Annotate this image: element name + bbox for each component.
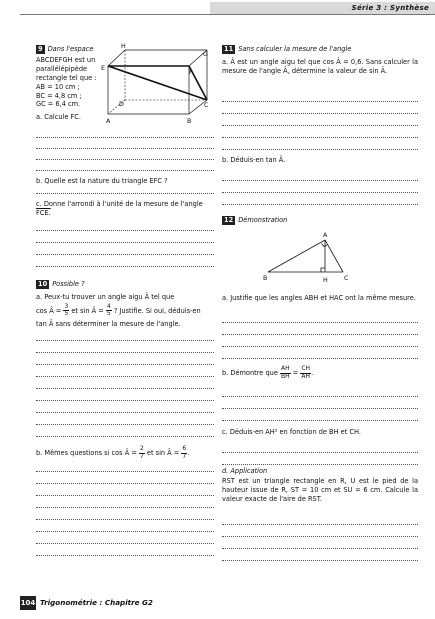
question-11a: a. Â est un angle aigu tel que cos Â = 0,6. Sans calculer la mesure de l'angle Â, détermine la valeur de sin Â. xyxy=(222,58,418,75)
answer-line xyxy=(222,180,418,181)
vertex-label: A xyxy=(323,232,328,239)
answer-line xyxy=(222,192,418,193)
vertex-label: B xyxy=(263,275,268,282)
answer-line xyxy=(36,436,214,437)
chapter-title: Trigonométrie : Chapitre G2 xyxy=(40,598,153,607)
vertex-label: A xyxy=(106,118,111,125)
question-12b: b. Démontre que $\frac{AH}{BH}$ = $\frac{CH}{AH}$ . xyxy=(222,365,314,380)
question-9a: a. Calcule FC. xyxy=(36,113,81,121)
question-9b: b. Quelle est la nature du triangle EFC ? xyxy=(36,177,168,185)
answer-line xyxy=(36,483,214,484)
page-footer xyxy=(20,596,170,610)
answer-line xyxy=(222,396,418,397)
exercise-title: Sans calculer la mesure de l'angle xyxy=(238,45,352,53)
question-10a xyxy=(36,293,216,329)
angle-name: FCE. xyxy=(36,208,51,217)
exercise-number: 11 xyxy=(224,45,234,53)
answer-line xyxy=(36,340,214,341)
answer-line xyxy=(222,101,418,102)
answer-line xyxy=(36,159,214,160)
question-text: tan Â sans déterminer la mesure de l'angle. xyxy=(36,319,181,328)
exercise-number: 12 xyxy=(224,216,234,224)
answer-line xyxy=(222,113,418,114)
exercise-title: Dans l'espace xyxy=(47,45,94,53)
answer-line xyxy=(36,519,214,520)
question-formula: cos Â = $\frac{3}{5}$ et sin Â = $\frac{4}{5}$ ? Justifie. Si oui, déduis-en xyxy=(36,302,201,318)
answer-line xyxy=(36,388,214,389)
question-text: a. Peux-tu trouver un angle aigu Â tel que xyxy=(36,293,175,301)
question-9c xyxy=(36,200,216,218)
intro-line: GC = 6,4 cm. xyxy=(36,100,81,109)
answer-line xyxy=(222,524,418,525)
answer-line xyxy=(36,170,214,171)
answer-line xyxy=(222,536,418,537)
answer-line xyxy=(36,266,214,267)
answer-line xyxy=(36,193,214,194)
vertex-label: H xyxy=(121,43,126,50)
answer-line xyxy=(36,495,214,496)
exercise-12-heading xyxy=(222,216,422,225)
question-11b: b. Déduis-en tan Â. xyxy=(222,156,286,164)
answer-line xyxy=(222,334,418,335)
intro-line: rectangle tel que : xyxy=(36,73,97,82)
answer-line xyxy=(222,548,418,549)
exercise-title: Possible ? xyxy=(52,280,85,288)
answer-line xyxy=(36,230,214,231)
vertex-label: G xyxy=(203,51,208,58)
intro-line: ABCDEFGH est un xyxy=(36,56,96,64)
vertex-label: D xyxy=(119,101,124,108)
fraction: $\frac{6}{7}$ xyxy=(182,445,187,460)
answer-line xyxy=(36,507,214,508)
answer-line xyxy=(222,322,418,323)
answer-line xyxy=(222,125,418,126)
page-number: 104 xyxy=(20,596,36,610)
vertex-label: E xyxy=(101,65,105,72)
answer-line xyxy=(36,531,214,532)
answer-line xyxy=(222,346,418,347)
exercise-title: Démonstration xyxy=(238,216,288,224)
answer-line xyxy=(222,204,418,205)
parallelepiped-figure xyxy=(100,42,212,126)
vertex-label: C xyxy=(344,275,349,282)
series-title: Série 3 : Synthèse xyxy=(351,3,429,12)
question-text: c. Donne l'arrondi à l'unité de la mesure de l'angle xyxy=(36,200,203,208)
question-12a: a. Justifie que les angles ABH et HAC ont la même mesure. xyxy=(222,294,416,302)
question-12d: RST est un triangle rectangle en R, U est le pied de la hauteur issue de R, ST = 10 cm et SU = 6 cm. Calcule la valeur exacte de l'aire de RST. xyxy=(222,477,418,503)
answer-line xyxy=(36,471,214,472)
question-12d-title: d. Application xyxy=(222,467,268,475)
question-10b: b. Mêmes questions si cos Â = $\frac{2}{7}$ et sin Â = $\frac{6}{7}$ . xyxy=(36,445,190,460)
fraction: $\frac{4}{5}$ xyxy=(106,302,111,318)
answer-line xyxy=(36,424,214,425)
fraction: $\frac{2}{7}$ xyxy=(139,445,144,460)
answer-line xyxy=(222,408,418,409)
answer-line xyxy=(222,560,418,561)
question-12c: c. Déduis-en AH² en fonction de BH et CH. xyxy=(222,428,361,436)
answer-line xyxy=(36,543,214,544)
exercise-number: 9 xyxy=(38,45,43,53)
answer-line xyxy=(222,358,418,359)
right-triangle-figure xyxy=(258,228,354,286)
exercise-10-heading xyxy=(36,280,216,289)
vertex-label: B xyxy=(187,118,192,125)
answer-line xyxy=(36,400,214,401)
exercise-11-heading xyxy=(222,45,422,54)
answer-line xyxy=(36,148,214,149)
intro-line: parallélépipède xyxy=(36,64,88,73)
exercise-number: 10 xyxy=(38,280,48,288)
answer-line xyxy=(222,464,418,465)
answer-line xyxy=(222,149,418,150)
vertex-label: H xyxy=(323,277,328,284)
vertex-label: C xyxy=(204,102,209,109)
fraction: $\frac{CH}{AH}$ xyxy=(301,365,311,380)
vertex-label: F xyxy=(189,69,193,76)
answer-line xyxy=(36,137,214,138)
intro-line: BC = 4,8 cm ; xyxy=(36,91,82,100)
answer-line xyxy=(36,555,214,556)
answer-line xyxy=(36,254,214,255)
answer-line xyxy=(36,352,214,353)
answer-line xyxy=(36,376,214,377)
intro-line: AB = 10 cm ; xyxy=(36,82,80,91)
answer-line xyxy=(222,452,418,453)
answer-line xyxy=(36,364,214,365)
fraction: $\frac{AH}{BH}$ xyxy=(280,365,290,380)
header-rule xyxy=(20,14,435,15)
answer-line xyxy=(36,242,214,243)
fraction: $\frac{3}{5}$ xyxy=(64,302,69,318)
answer-line xyxy=(36,412,214,413)
answer-line xyxy=(222,137,418,138)
answer-line xyxy=(222,420,418,421)
